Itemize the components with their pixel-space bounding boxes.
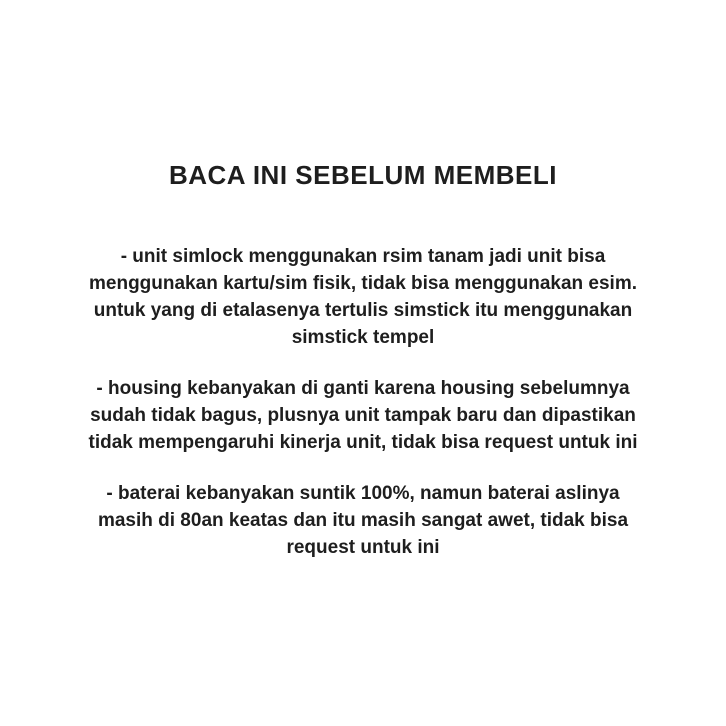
paragraph-baterai <box>98 480 628 561</box>
paragraph-line: simstick tempel <box>291 327 435 348</box>
paragraph-line: - unit simlock menggunakan rsim tanam jadi unit bisa <box>120 246 606 267</box>
paragraph-line: untuk yang di etalasenya tertulis simstick itu menggunakan <box>93 300 633 321</box>
paragraph-line: - housing kebanyakan di ganti karena housing sebelumnya <box>96 378 630 399</box>
paragraph-line: request untuk ini <box>286 537 440 558</box>
paragraph-line: - baterai kebanyakan suntik 100%, namun baterai aslinya <box>106 483 620 504</box>
paragraph-housing <box>89 375 638 456</box>
notice-title: BACA INI SEBELUM MEMBELI <box>168 160 558 190</box>
paragraph-simlock <box>89 243 637 351</box>
paragraph-line: masih di 80an keatas dan itu masih sangat awet, tidak bisa <box>97 510 629 531</box>
paragraph-line: menggunakan kartu/sim fisik, tidak bisa menggunakan esim. <box>89 273 637 294</box>
paragraph-line: tidak mempengaruhi kinerja unit, tidak bisa request untuk ini <box>88 432 638 453</box>
paragraph-line: sudah tidak bagus, plusnya unit tampak baru dan dipastikan <box>90 405 636 426</box>
